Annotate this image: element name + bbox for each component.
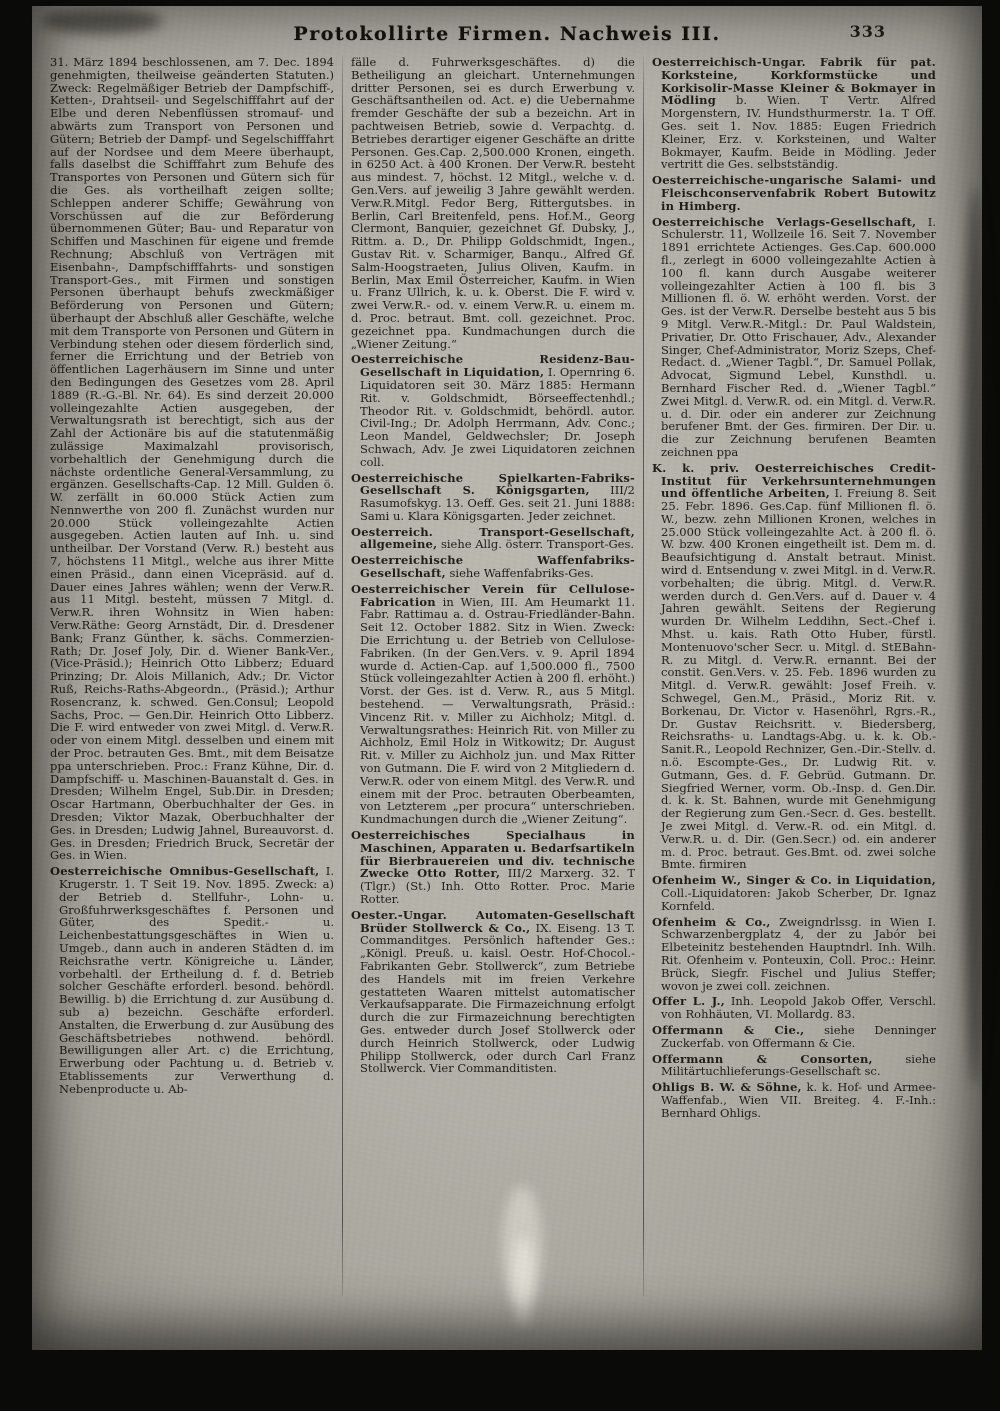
firm-name: Oesterreichische Verlags-Gesellschaft, [652, 214, 917, 229]
entry-text: fälle d. Fuhrwerksgeschäftes. d) die Betheiligung an gleichart. Unternehmungen dritter Personen, sei es durch Erwerbung v. Geschäftsantheilen od. Act. e) die Uebernahme fremder Geschäfte der sub a bezeichn. Art in pachtweisen Betrieb, sowie d. Verpachtg. d. Betriebes derartiger eigener Geschäfte an dritte Personen. Ges.Cap. 2,500.000 Kronen, eingeth. in 6250 Act. à 400 Kronen. Der Verw.R. besteht aus mindest. 7, höchst. 12 Mitgl., welche v. d. Gen.Vers. auf jeweilig 3 Jahre gewählt werden. Verw.R.Mitgl. Fedor Berg, Rittergutsbes. in Berlin, Carl Breitenfeld, pens. Hof.M., Georg Clermont, Banquier, gezeichnet Gf. Dubsky, J., Rittm. a. D., Dr. Philipp Goldschmidt, Ingen., Gustav Rit. v. Scharmiger, Banqu., Alfred Gf. Salm-Hoogstraeten, Julius Oliven, Kaufm. in Berlin, Max Emil Österreicher, Kaufm. in Wien u. Franz Ullrich, k. u. k. Oberst. Die F. wird v. zwei Verw.R.- od. v. einem Verw.R. u. einem m. d. Proc. betraut. Bmt. coll. gezeichnet. Proc. gezeichnet ppa. Kundmachungen durch die „Wiener Zeitung.“ [351, 55, 635, 351]
firm-name: Oesterreichische Spielkarten-Fabriks-Gesellschaft S. Königsgarten, [351, 470, 635, 498]
firm-entry [351, 472, 635, 523]
firm-name: Offermann & Cie., [652, 1022, 805, 1037]
firm-entry [652, 216, 936, 459]
document-page [32, 6, 982, 1350]
firm-name: Oesterreichische Omnibus-Gesellschaft, [50, 864, 320, 879]
entry-text: I. Schulerstr. 11, Wollzeile 16. Seit 7. November 1891 errichtete Actienges. Ges.Cap. 600.000 fl., zerlegt in 6000 volleingezahlte Actien à 100 fl. kann durch Ausgabe weiterer volleingezahlter Actien à 100 fl. bis 3 Millionen fl. ö. W. erhöht werden. Vorst. der Ges. ist der Verw.R. Derselbe besteht aus 5 bis 9 Mitgl. Verw.R.-Mitgl.: Dr. Paul Waldstein, Privatier, Dr. Otto Frischauer, Adv., Alexander Singer, Chef-Administrator, Moriz Szeps, Chef-Redact. d. „Wiener Tagbl.“, Dr. Samuel Pollak, Advocat, Sigmund Lebel, Kunsthdl. u. Bernhard Fischer Red. d. „Wiener Tagbl.“ Zwei Mitgl. d. Verw.R. od. ein Mitgl. d. Verw.R. u. d. Dir. oder ein anderer zur Zeichnung berufener Bmt. der Ges. firmiren. Der Dir. u. die zur Zeichnung berufenen Beamten zeichnen ppa [661, 214, 936, 459]
entry-text: siehe Militärtuchlieferungs-Gesellschaft sc. [661, 1051, 936, 1079]
column-2 [343, 56, 643, 1296]
firm-entry [351, 583, 635, 826]
entry-text: III/2 Rasumofskyg. 13. Oeff. Ges. seit 21. Juni 1888: Sami u. Klara Königsgarten. Jeder zeichnet. [360, 483, 635, 523]
entry-text: IX. Eiseng. 13 T. Commanditges. Persönlich haftender Ges.: „Königl. Preuß. u. kaisl. Oestr. Hof-Chocol.-Fabrikanten Gebr. Stollwerck“, zum Betriebe des Handels mit im freien Verkehre gestatteten Waaren mittelst automatischer Verkaufsapparate. Die Firmazeichnung erfolgt durch die zur Firmazeichnung berechtigten Ges. entweder durch Josef Stollwerck oder durch Heinrich Stollwerck, oder Ludwig Philipp Stollwerck, oder durch Carl Franz Stollwerck. Vier Commanditisten. [360, 920, 636, 1076]
column-1 [42, 56, 342, 1296]
firm-entry [351, 554, 635, 580]
firm-entry [351, 353, 635, 468]
firm-entry [652, 874, 936, 912]
entry-text: I. Opernring 6. Liquidatoren seit 30. März 1885: Hermann Rit. v. Goldschmidt, Börseeffectenhdl.; Theodor Rit. v. Goldschmidt, behördl. autor. Civil-Ing.; Dr. Adolph Herrmann, Adv. Conc.; Leon Mandel, Geldwechsler; Dr. Joseph Schwach, Adv. Je zwei Liquidatoren zeichnen coll. [360, 365, 635, 469]
entry-text: siehe Denninger Zuckerfab. von Offermann & Cie. [661, 1022, 937, 1050]
firm-name: Oesterreichisches Specialhaus in Maschinen, Apparaten u. Bedarfsartikeln für Bierbrauereien und div. technische Zwecke Otto Rotter, [351, 828, 635, 881]
entry-text: 31. März 1894 beschlossenen, am 7. Dec. 1894 genehmigten, theilweise geänderten Statuten.) Zweck: Regelmäßiger Betrieb der Dampfschiff-, Ketten-, Drahtseil- und Segelschifffahrt auf der Elbe und deren Nebenflüssen stromauf- und abwärts zum Transport von Personen und Gütern; Betrieb der Dampf- und Segelschifffahrt auf der Nordsee und dem Meere überhaupt, falls daselbst die Schifffahrt zum Behufe des Transportes von Personen und Gütern sich für die Ges. als vortheilhaft zeigen sollte; Schleppen anderer Schiffe; Gewährung von Vorschüssen auf die zur Beförderung übernommenen Güter; Bau- und Reparatur von Schiffen und Maschinen für eigene und fremde Rechnung; Abschluß von Verträgen mit Eisenbahn-, Dampfschifffahrts- und sonstigen Transport-Ges., mit Firmen und sonstigen Personen überhaupt behufs zweckmäßiger Beförderung von Personen und Gütern; überhaupt der Abschluß aller Geschäfte, welche mit dem Transporte von Personen und Gütern in Verbindung stehen oder diesem förderlich sind, ferner die Errichtung und der Betrieb von öffentlichen Lagerhäusern im Sinne und unter den Bedingungen des Gesetzes vom 28. April 1889 (R.-G.-Bl. Nr. 64). Es sind derzeit 20.000 volleingezahlte Actien ausgegeben, der Verwaltungsrath ist berechtigt, sich aus der Zahl der Actionäre bis auf die statutenmäßig zulässige Maximalzahl provisorisch, vorbehaltlich der Genehmigung durch die nächste ordentliche General-Versammlung, zu ergänzen. Gesellschafts-Cap. 12 Mill. Gulden ö. W. zerfällt in 60.000 Stück Actien zum Nennwerthe von 200 fl. Zunächst wurden nur 20.000 Stück volleingezahlte Actien ausgegeben. Actien lauten auf Inh. u. sind untheilbar. Der Vorstand (Verw. R.) besteht aus 7, höchstens 11 Mitgl., welche aus ihrer Mitte einen Präsid., dann einen Vicepräsid. auf d. Dauer eines Jahres wählen; wenn der Verw.R. aus 11 Mitgl. besteht, müssen 7 Mitgl. d. Verw.R. ihren Wohnsitz in Wien haben: Verw.Räthe: Georg Arnstädt, Dir. d. Dresdener Bank; Franz Günther, k. sächs. Commerzien-Rath; Dr. Josef Joly, Dir. d. Wiener Bank-Ver., (Vice-Präsid.); Heinrich Otto Libberz; Eduard Prinzing; Dr. Alois Millanich, Adv.; Dr. Victor Ruß, Reichs-Raths-Abgeordn., (Präsid.); Arthur Rosencranz, k. schwed. Gen.Consul; Leopold Sachs, Proc. — Gen.Dir. Heinrich Otto Libberz. Die F. wird entweder von zwei Mitgl. d. Verw.R. oder von einem Mitgl. desselben und einem mit der Proc. betrauten Ges. Bmt., mit dem Beisatze ppa unterschrieben. Proc.: Franz Kühne, Dir. d. Dampfschiff- u. Maschinen-Bauanstalt d. Ges. in Dresden; Wilhelm Engel, Sub.Dir. in Dresden; Oscar Hartmann, Oberbuchhalter der Ges. in Dresden; Viktor Mazak, Oberbuchhalter der Ges. in Dresden; Ludwig Jahnel, Bureauvorst. d. Ges. in Dresden; Friedrich Bruck, Secretär der Ges. in Wien. [50, 55, 334, 863]
entry-text: in Wien, III. Am Heumarkt 11. Fabr. Rattimau a. d. Ostrau-Friedländer-Bahn. Seit 12. October 1882. Sitz in Wien. Zweck: Die Errichtung u. der Betrieb von Cellulose-Fabriken. (In der Gen.Vers. v. 9. April 1894 wurde d. Actien-Cap. auf 1,500.000 fl., 7500 Stück volleingezahlter Actien à 200 fl. erhöht.) Vorst. der Ges. ist d. Verw. R., aus 5 Mitgl. bestehend. — Verwaltungsrath, Präsid.: Vincenz Rit. v. Miller zu Aichholz; Mitgl. d. Verwaltungsrathes: Heinrich Rit. von Miller zu Aichholz, Emil Holz in Witkowitz; Dr. August Rit. v. Miller zu Aichholz jun. und Max Ritter von Gutmann. Die F. wird von 2 Mitgliedern d. Verw.R. oder von einem Mitgl. des Verw.R. und einem mit der Proc. betrauten Oberbeamten, von Letzterem „per procura“ unterschrieben. Kundmachungen durch die „Wiener Zeitung“. [360, 594, 635, 827]
firm-name: Oesterreichische Waffenfabriks-Gesellschaft, [351, 553, 635, 581]
entry-text: III/2 Marxerg. 32. T (Tlgr.) (St.) Inh. Otto Rotter. Proc. Marie Rotter. [360, 866, 635, 906]
entry-text: I. Freiung 8. Seit 25. Febr. 1896. Ges.Cap. fünf Millionen fl. ö. W., bezw. zehn Millionen Kronen, welches in 25.000 Stück volleingezahlte Act. à 200 fl. ö. W. bzw. 400 Kronen eingetheilt ist. Dem m. d. Beaufsichtigung d. Anstalt betraut. Minist. wird d. Entsendung v. zwei Mitgl. in d. Verw.R. vorbehalten; die übrig. Mitgl. d. Verw.R. werden durch d. Gen.Vers. auf d. Dauer v. 4 Jahren gewählt. Seitens der Regierung wurden Dr. Wilhelm Leddihn, Sect.-Chef i. Mhst. u. kais. Rath Otto Huber, fürstl. Montenuovo'scher Secr. u. Mitgl. d. StEBahn-R. zu Mitgl. d. Verw.R. ernannt. Bei der constit. Gen.Vers. v. 25. Feb. 1896 wurden zu Mitgl. d. Verw.R. gewählt: Josef Freih. v. Schwegel, Gen.M., Präsid., Moriz Rit. v. Borkenau, Dr. Victor v. Hasenöhrl, Rgrs.-R., Dr. Gustav Reichsritt. v. Biedersberg, Reichsraths- u. Landtags-Abg. u. k. k. Ob.-Sanit.R., Leopold Rechnizer, Gen.-Dir.-Stellv. d. n.ö. Escompte-Ges., Dr. Ludwig Rit. v. Gutmann, Ges. d. F. Gebrüd. Gutmann. Dr. Siegfried Werner, vorm. Ob.-Insp. d. Gen.Dir. d. k. k. St. Bahnen, wurde mit Genehmigung der Regierung zum Gen.-Secr. d. Ges. bestellt. Je zwei Mitgl. d. Verw.-R. od. ein Mitgl. d. Verw.R. u. d. Dir. (Gen.Secr.) od. ein anderer m. d. Proc. betraut. Ges.Bmt. od. zwei solche Bmte. firmiren [661, 486, 937, 872]
firm-entry [652, 916, 936, 993]
firm-entry [652, 995, 936, 1021]
page-header [32, 6, 982, 48]
entry-text: b. Wien. T Vertr. Alfred Morgenstern, IV. Hundsthurmerstr. 1a. T Off. Ges. seit 1. Nov. 1885: Eugen Friedrich Kleiner, Erz. v. Korksteinen, und Walter Bokmayer, Kaufm. Beide in Mödling. Jeder vertritt die Ges. selbstständig. [661, 93, 936, 172]
firm-name: Oester.-Ungar. Automaten-Gesellschaft Brüder Stollwerck & Co., [351, 907, 635, 935]
firm-entry [351, 909, 635, 1075]
firm-name: Oesterreichisch-Ungar. Fabrik für pat. Korksteine, Korkformstücke und Korkisolir-Masse Kleiner & Bokmayer in Mödling [652, 55, 936, 108]
entry-text: I. Krugerstr. 1. T Seit 19. Nov. 1895. Zweck: a) der Betrieb d. Stellfuhr-, Lohn- u. Großfuhrwerksgeschäftes f. Personen und Güter, des Spedit.- u. Leichenbestattungsgeschäftes in Wien u. Umgeb., dann auch in anderen Städten d. im Reichsrathe vertr. Königreiche u. Länder, vorbehaltl. der Ertheilung d. f. d. Betrieb solcher Geschäfte erforderl. besond. behördl. Bewillig. b) die Errichtung d. zur Ausübung d. sub a) bezeichn. Geschäfte erforderl. Anstalten, die Erwerbung d. zur Ausübung des Geschäftsbetriebes nothwend. behördl. Bewilligungen aller Art. c) die Errichtung, Erwerbung oder Pachtung u. d. Betrieb v. Etablissements zur Verwerthung d. Nebenproducte u. Ab- [59, 864, 334, 1096]
entry-text: Inh. Leopold Jakob Offer, Verschl. von Rohhäuten, VI. Mollardg. 83. [661, 994, 936, 1022]
column-3 [644, 56, 944, 1296]
firm-name: Offer L. J., [652, 994, 725, 1009]
firm-name: Oesterreich. Transport-Gesellschaft, allgemeine, [351, 524, 635, 552]
firm-entry [652, 1053, 936, 1079]
entry-text: siehe Waffenfabriks-Ges. [449, 566, 594, 581]
firm-entry [351, 829, 635, 906]
firm-entry [652, 56, 936, 171]
entry-text: Coll.-Liquidatoren: Jakob Scherber, Dr. Ignaz Kornfeld. [661, 886, 936, 913]
text-columns [32, 48, 982, 1296]
entry-text: Zweigndrlssg. in Wien I. Schwarzenbergplatz 4, der zu Jabór bei Elbeteinitz bestehenden Hauptndrl. Inh. Wilh. Rit. Ofenheim v. Ponteuxin, Coll. Proc.: Heinr. Brück, Siegfr. Fischel und Julius Steffer; wovon je zwei coll. zeichnen. [661, 914, 936, 993]
firm-name: Oesterreichische-ungarische Salami- und Fleischconservenfabrik Robert Butowitz in Himberg. [652, 173, 936, 213]
firm-name: K. k. priv. Oesterreichisches Credit-Institut für Verkehrsunternehmungen und öffentliche Arbeiten, [652, 460, 936, 501]
entry-text: k. k. Hof- und Armee-Waffenfab., Wien VII. Breiteg. 4. F.-Inh.: Bernhard Ohligs. [661, 1080, 937, 1120]
page-number: 333 [849, 22, 886, 41]
firm-entry [50, 865, 334, 1095]
running-title: Protokollirte Firmen. Nachweis III. [293, 23, 721, 45]
firm-name: Offermann & Consorten, [652, 1051, 873, 1066]
firm-entry [652, 1024, 936, 1050]
entry-continuation [50, 56, 334, 862]
firm-name: Oesterreichischer Verein für Cellulose-Fabrication [351, 581, 635, 609]
firm-name: Ofenheim W., Singer & Co. in Liquidation, [652, 873, 936, 888]
firm-entry [652, 462, 936, 872]
firm-name: Ohligs B. W. & Söhne, [652, 1080, 802, 1095]
firm-name: Oesterreichische Residenz-Bau-Gesellschaft in Liquidation, [351, 352, 635, 380]
firm-name: Ofenheim & Co., [652, 914, 771, 929]
entry-continuation [351, 56, 635, 350]
entry-text: siehe Allg. österr. Transport-Ges. [440, 537, 635, 552]
firm-entry [652, 1081, 936, 1119]
firm-entry [351, 526, 635, 552]
firm-entry [652, 174, 936, 212]
